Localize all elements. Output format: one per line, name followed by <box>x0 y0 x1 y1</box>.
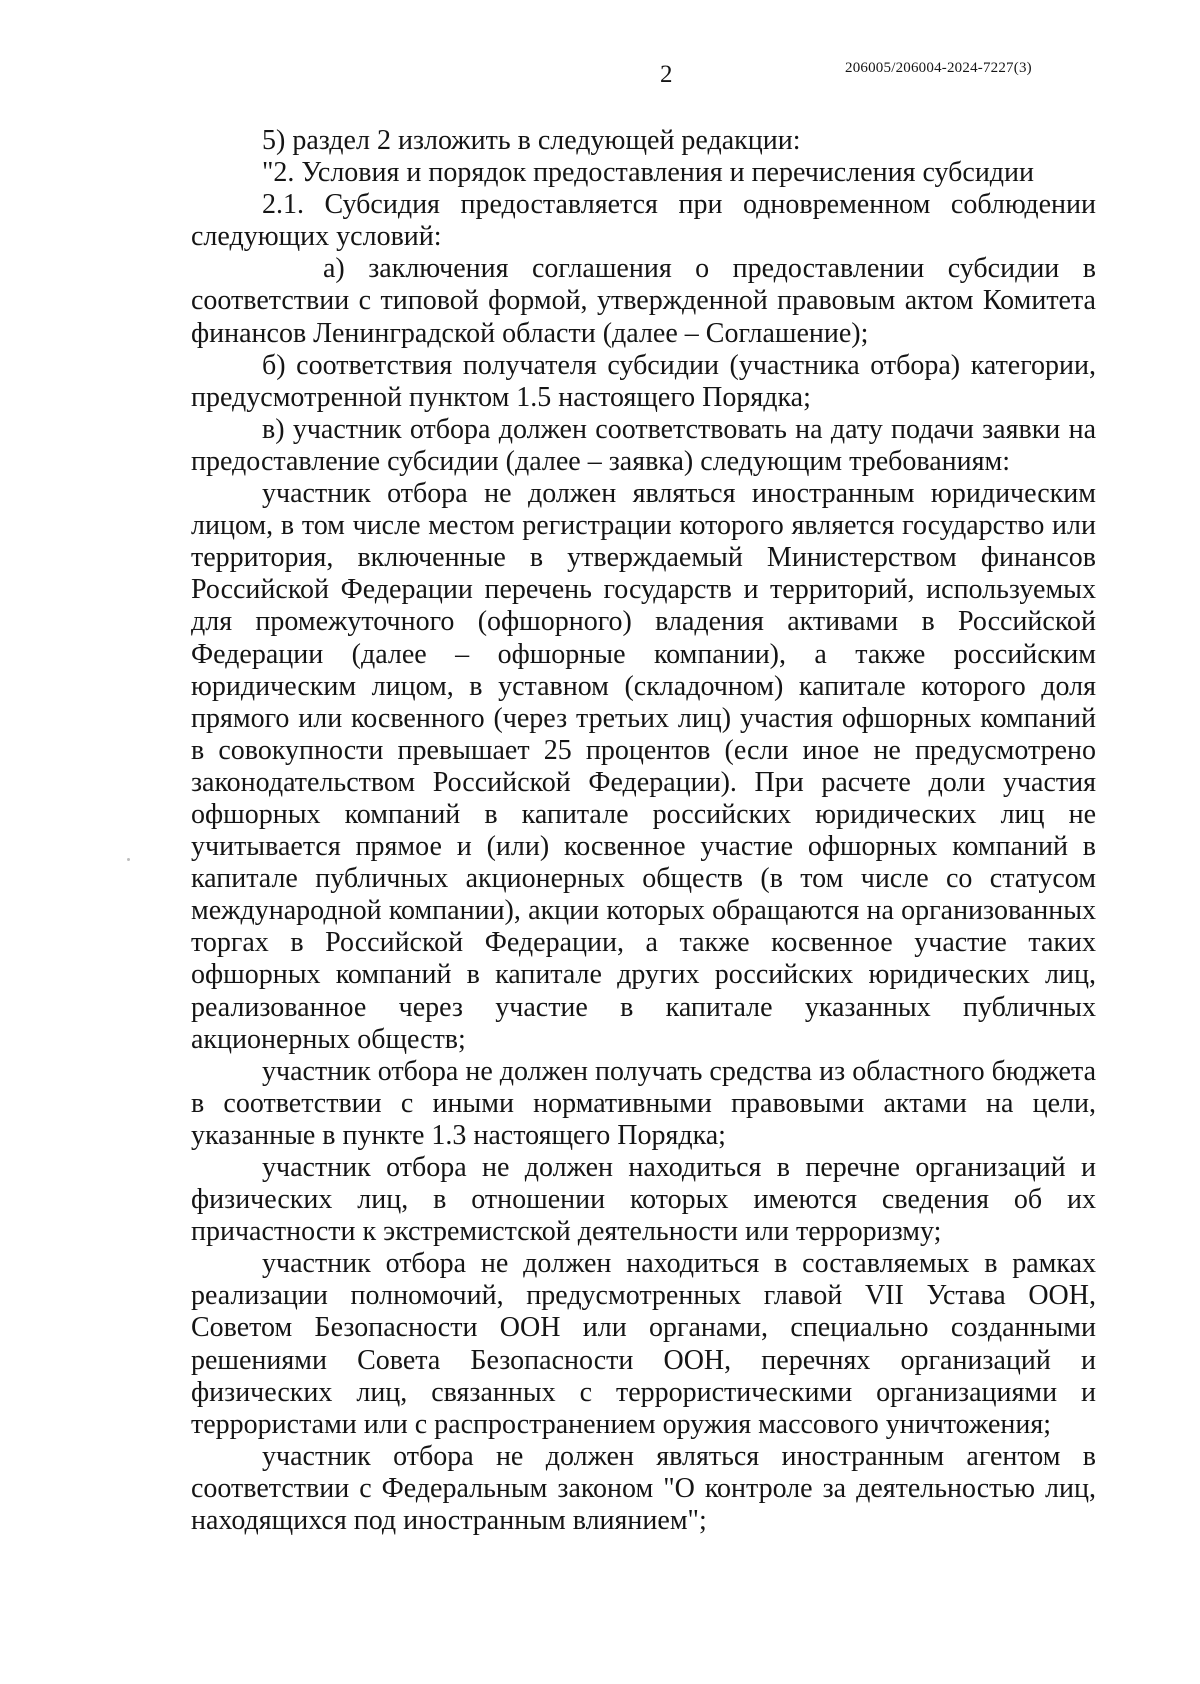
scan-speck <box>127 858 130 861</box>
paragraph-amendment-item-5: 5) раздел 2 изложить в следующей редакции: <box>262 125 801 156</box>
document-code: 206005/206004-2024-7227(3) <box>845 60 1032 76</box>
page-number: 2 <box>660 61 673 88</box>
document-body <box>191 125 1096 1537</box>
requirement-extremism-list: участник отбора не должен находиться в перечне организаций и физических лиц, в отношении которых имеются сведения об их причастности к экстремистской деятельности или терроризму; <box>191 1152 1096 1248</box>
requirement-un-lists: участник отбора не должен находиться в составляемых в рамках реализации полномочий, предусмотренных главой VII Устава ООН, Советом Безопасности ООН или органами, специально созданными решениями Совета Безопасности ООН, перечнях организаций и физических лиц, связанных с террористическими организациями и террористами или с распространением оружия массового уничтожения; <box>191 1248 1096 1440</box>
condition-b: б) соответствия получателя субсидии (участника отбора) категории, предусмотренной пунктом 1.5 настоящего Порядка; <box>191 349 1096 413</box>
section-2-heading: "2. Условия и порядок предоставления и перечисления субсидии <box>262 157 1035 189</box>
condition-a: а) заключения соглашения о предоставлении субсидии в соответствии с типовой формой, утвержденной правовым актом Комитета финансов Ленинградской области (далее – Соглашение); <box>191 253 1096 349</box>
paragraph-2-1: 2.1. Субсидия предоставляется при одновременном соблюдении следующих условий: <box>191 189 1096 253</box>
requirement-foreign-agent: участник отбора не должен являться иностранным агентом в соответствии с Федеральным законом "О контроле за деятельностью лиц, находящихся под иностранным влиянием"; <box>191 1440 1096 1537</box>
condition-v: в) участник отбора должен соответствовать на дату подачи заявки на предоставление субсидии (далее – заявка) следующим требованиям: <box>191 413 1096 477</box>
requirement-offshore: участник отбора не должен являться иностранным юридическим лицом, в том числе местом регистрации которого является государство или территория, включенные в утверждаемый Министерством финансов Российской Федерации перечень государств и территорий, используемых для промежуточного (офшорного) владения активами в Российской Федерации (далее – офшорные компании), а также российским юридическим лицом, в уставном (складочном) капитале которого доля прямого или косвенного (через третьих лиц) участия офшорных компаний в совокупности превышает 25 процентов (если иное не предусмотрено законодательством Российской Федерации). При расчете доли участия офшорных компаний в капитале российских юридических лиц не учитывается прямое и (или) косвенное участие офшорных компаний в капитале публичных акционерных обществ (в том числе со статусом международной компании), акции которых обращаются на организованных торгах в Российской Федерации, а также косвенное участие таких офшорных компаний в капитале других российских юридических лиц, реализованное через участие в капитале указанных публичных акционерных обществ; <box>191 478 1096 1055</box>
requirement-no-budget-funds: участник отбора не должен получать средства из областного бюджета в соответствии с иными нормативными правовыми актами на цели, указанные в пункте 1.3 настоящего Порядка; <box>191 1055 1096 1151</box>
